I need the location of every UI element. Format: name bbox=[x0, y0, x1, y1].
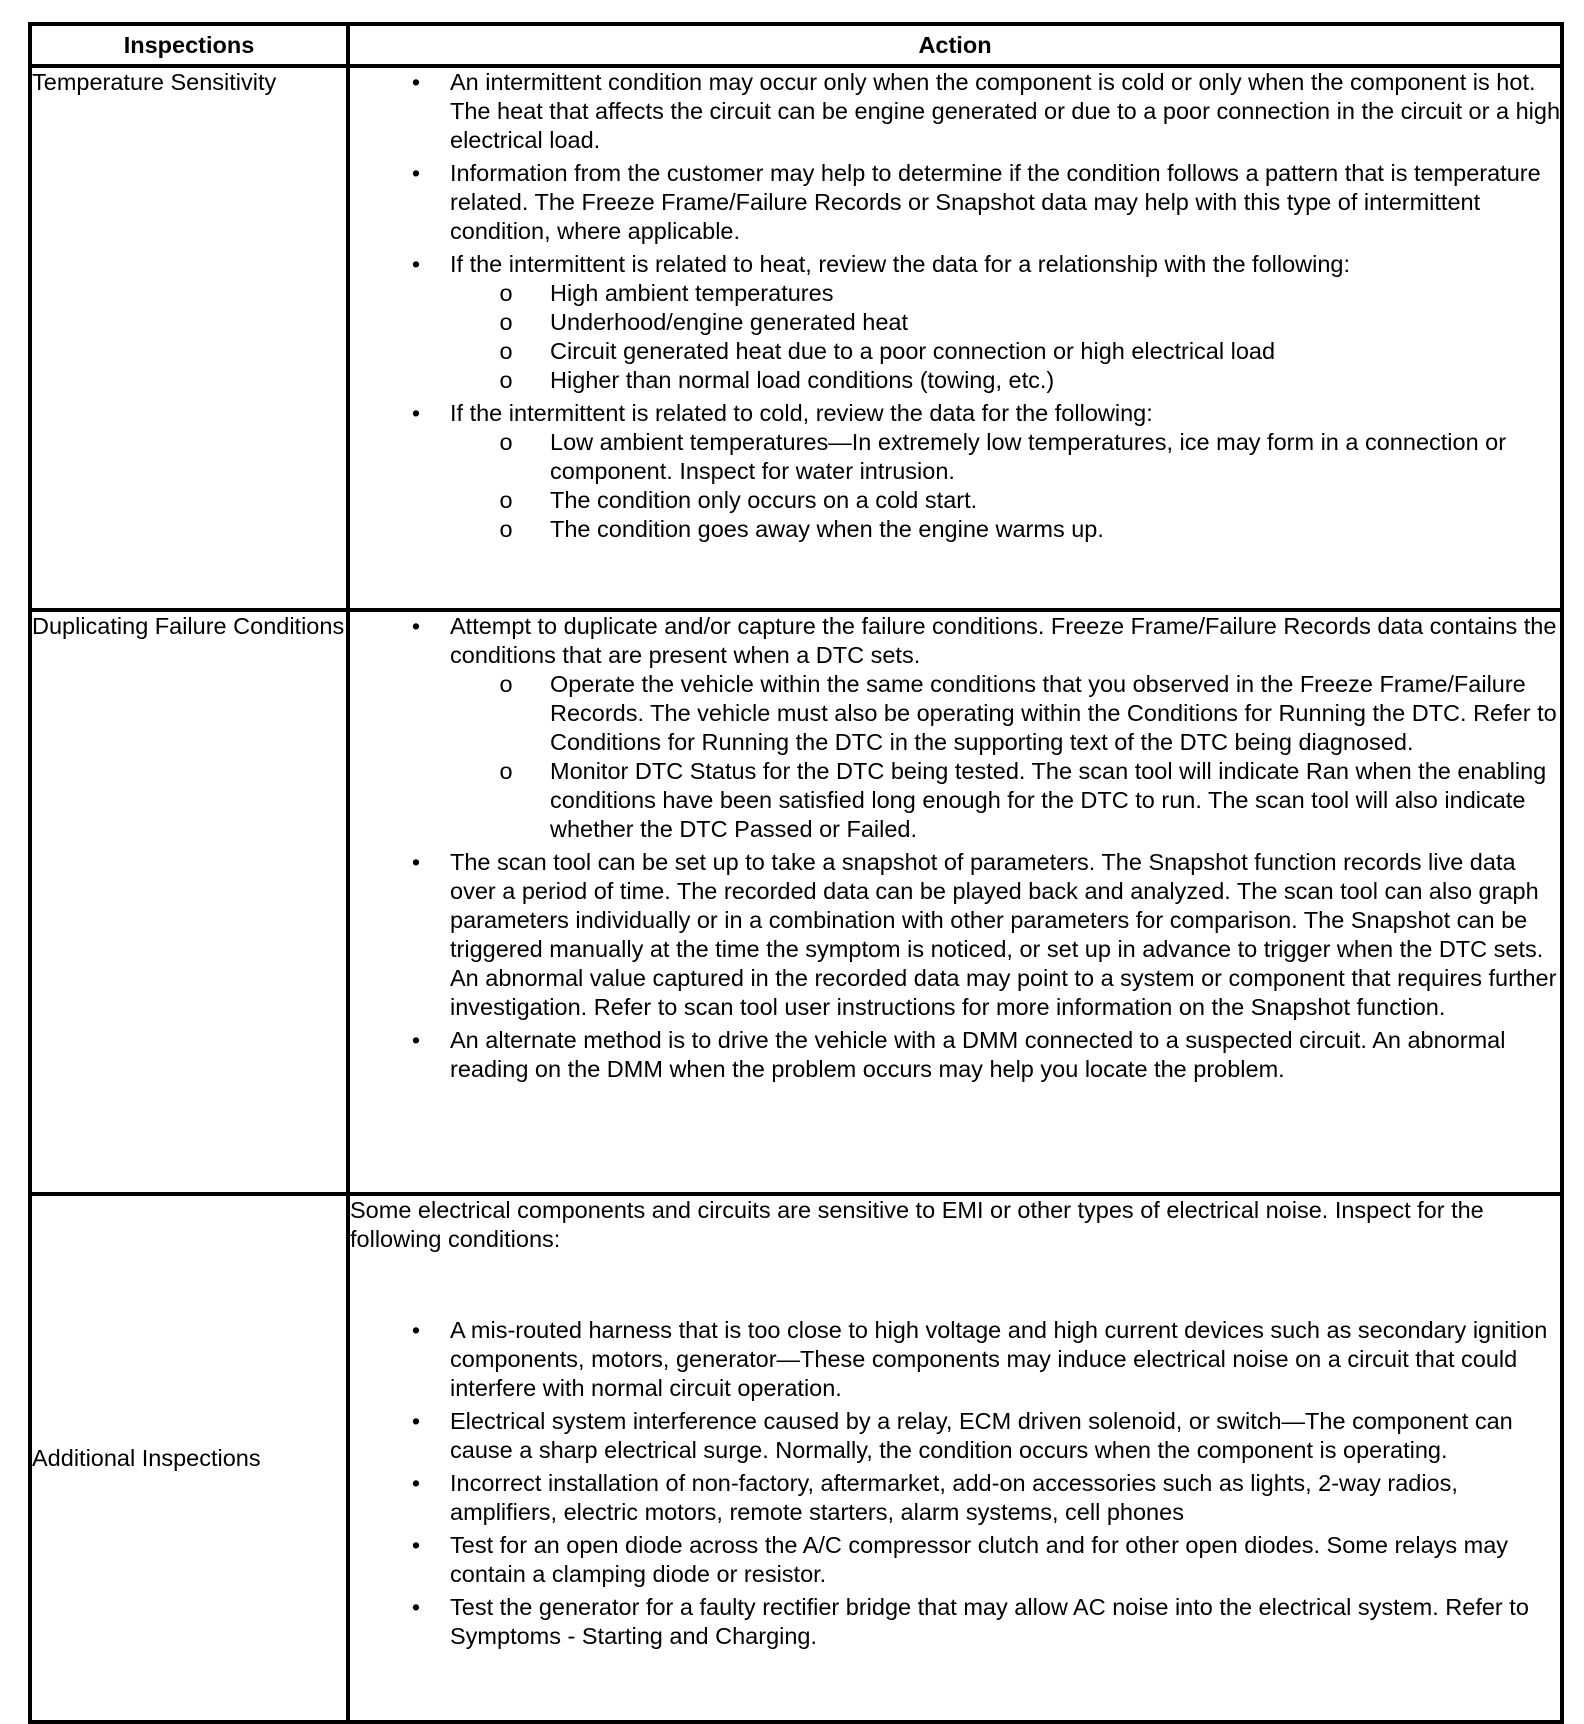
bullet-list bbox=[350, 68, 1560, 544]
sub-bullet-item bbox=[450, 337, 1560, 366]
bullet-item bbox=[350, 1316, 1560, 1403]
table-row bbox=[30, 66, 1562, 610]
bullet-item bbox=[350, 1026, 1560, 1084]
sub-bullet-text: Underhood/engine generated heat bbox=[550, 309, 909, 335]
bullet-icon: • bbox=[411, 1532, 421, 1558]
bullet-item bbox=[350, 399, 1560, 544]
inspection-cell: Temperature Sensitivity bbox=[30, 66, 348, 610]
bullet-text: A mis-routed harness that is too close to high voltage and high current devices such as secondary ignition components, motors, generator—These components may induce electrical noise on a circuit that could interfere with normal circuit operation. bbox=[450, 1317, 1548, 1401]
bullet-item bbox=[350, 1469, 1560, 1527]
sub-bullet-text: Higher than normal load conditions (towing, etc.) bbox=[550, 367, 1055, 393]
bullet-item bbox=[350, 848, 1560, 1022]
circle-bullet-icon: o bbox=[499, 516, 513, 542]
circle-bullet-icon: o bbox=[499, 487, 513, 513]
sub-bullet-text: Operate the vehicle within the same conditions that you observed in the Freeze Frame/Failure Records. The vehicle must also be operating within the Conditions for Running the DTC. Refer to Conditions for Running the DTC in the supporting text of the DTC being diagnosed. bbox=[550, 671, 1557, 755]
bullet-icon: • bbox=[411, 1408, 421, 1434]
sub-bullet-item bbox=[450, 757, 1560, 844]
bullet-icon: • bbox=[411, 251, 421, 277]
sub-bullet-list bbox=[450, 428, 1560, 544]
bullet-item bbox=[350, 1531, 1560, 1589]
bullet-icon: • bbox=[411, 1470, 421, 1496]
bullet-list bbox=[350, 1316, 1560, 1651]
sub-bullet-item bbox=[450, 486, 1560, 515]
bullet-text: Incorrect installation of non-factory, aftermarket, add-on accessories such as lights, 2-way radios, amplifiers, electric motors, remote starters, alarm systems, cell phones bbox=[450, 1470, 1458, 1525]
bullet-text: If the intermittent is related to heat, review the data for a relationship with the following: bbox=[450, 251, 1351, 277]
sub-bullet-item bbox=[450, 279, 1560, 308]
bullet-text: An intermittent condition may occur only when the component is cold or only when the component is hot. The heat that affects the circuit can be engine generated or due to a poor connection in the circuit or a high electrical load. bbox=[450, 69, 1561, 153]
bullet-icon: • bbox=[411, 849, 421, 875]
bullet-text: The scan tool can be set up to take a snapshot of parameters. The Snapshot function records live data over a period of time. The recorded data can be played back and analyzed. The scan tool can also graph parameters individually or in a combination with other parameters for comparison. The Snapshot can be triggered manually at the time the symptom is noticed, or set up in advance to trigger when the DTC sets. An abnormal value captured in the recorded data may point to a system or component that requires further investigation. Refer to scan tool user instructions for more information on the Snapshot function. bbox=[450, 849, 1557, 1020]
bullet-item bbox=[350, 612, 1560, 844]
bullet-text: If the intermittent is related to cold, review the data for the following: bbox=[450, 400, 1153, 426]
bullet-text: Attempt to duplicate and/or capture the failure conditions. Freeze Frame/Failure Records data contains the conditions that are present when a DTC sets. bbox=[450, 613, 1557, 668]
sub-bullet-item bbox=[450, 308, 1560, 337]
bullet-text: Information from the customer may help to determine if the condition follows a pattern that is temperature related. The Freeze Frame/Failure Records or Snapshot data may help with this type of intermittent condition, where applicable. bbox=[450, 160, 1541, 244]
circle-bullet-icon: o bbox=[499, 309, 513, 335]
table-header-row bbox=[30, 24, 1562, 66]
sub-bullet-item bbox=[450, 428, 1560, 486]
bullet-icon: • bbox=[411, 1594, 421, 1620]
document-page bbox=[28, 22, 1560, 1724]
sub-bullet-list bbox=[450, 279, 1560, 395]
bullet-text: Test for an open diode across the A/C compressor clutch and for other open diodes. Some relays may contain a clamping diode or resistor. bbox=[450, 1532, 1509, 1587]
table-row bbox=[30, 610, 1562, 1194]
sub-bullet-text: Monitor DTC Status for the DTC being tested. The scan tool will indicate Ran when the enabling conditions have been satisfied long enough for the DTC to run. The scan tool will also indicate whether the DTC Passed or Failed. bbox=[550, 758, 1547, 842]
sub-bullet-text: The condition only occurs on a cold start. bbox=[550, 487, 978, 513]
table-row bbox=[30, 1194, 1562, 1722]
bullet-item bbox=[350, 1593, 1560, 1651]
inspection-cell: Additional Inspections bbox=[30, 1194, 348, 1722]
bullet-text: Test the generator for a faulty rectifier bridge that may allow AC noise into the electrical system. Refer to Symptoms - Starting and Charging. bbox=[450, 1594, 1529, 1649]
bullet-item bbox=[350, 68, 1560, 155]
bullet-icon: • bbox=[411, 1027, 421, 1053]
circle-bullet-icon: o bbox=[499, 429, 513, 455]
sub-bullet-list bbox=[450, 670, 1560, 844]
bullet-text: An alternate method is to drive the vehicle with a DMM connected to a suspected circuit. An abnormal reading on the DMM when the problem occurs may help you locate the problem. bbox=[450, 1027, 1506, 1082]
sub-bullet-text: The condition goes away when the engine warms up. bbox=[550, 516, 1104, 542]
sub-bullet-item bbox=[450, 515, 1560, 544]
bullet-text: Electrical system interference caused by a relay, ECM driven solenoid, or switch—The component can cause a sharp electrical surge. Normally, the condition occurs when the component is operating. bbox=[450, 1408, 1513, 1463]
action-cell bbox=[348, 1194, 1562, 1722]
bullet-list bbox=[350, 612, 1560, 1084]
inspections-table bbox=[28, 22, 1564, 1724]
inspection-cell: Duplicating Failure Conditions bbox=[30, 610, 348, 1194]
header-action: Action bbox=[348, 24, 1562, 66]
bullet-icon: • bbox=[411, 400, 421, 426]
circle-bullet-icon: o bbox=[499, 758, 513, 784]
header-inspections: Inspections bbox=[30, 24, 348, 66]
circle-bullet-icon: o bbox=[499, 671, 513, 697]
bullet-icon: • bbox=[411, 613, 421, 639]
bullet-icon: • bbox=[411, 69, 421, 95]
sub-bullet-text: Low ambient temperatures—In extremely low temperatures, ice may form in a connection or component. Inspect for water intrusion. bbox=[550, 429, 1507, 484]
bullet-item bbox=[350, 1407, 1560, 1465]
circle-bullet-icon: o bbox=[499, 338, 513, 364]
bullet-item bbox=[350, 159, 1560, 246]
bullet-item bbox=[350, 250, 1560, 395]
sub-bullet-text: High ambient temperatures bbox=[550, 280, 834, 306]
circle-bullet-icon: o bbox=[499, 367, 513, 393]
circle-bullet-icon: o bbox=[499, 280, 513, 306]
action-cell bbox=[348, 610, 1562, 1194]
sub-bullet-item bbox=[450, 670, 1560, 757]
sub-bullet-text: Circuit generated heat due to a poor connection or high electrical load bbox=[550, 338, 1276, 364]
bullet-icon: • bbox=[411, 1317, 421, 1343]
action-cell bbox=[348, 66, 1562, 610]
intro-paragraph: Some electrical components and circuits are sensitive to EMI or other types of electrical noise. Inspect for the following conditions: bbox=[350, 1197, 1484, 1252]
bullet-icon: • bbox=[411, 160, 421, 186]
sub-bullet-item bbox=[450, 366, 1560, 395]
